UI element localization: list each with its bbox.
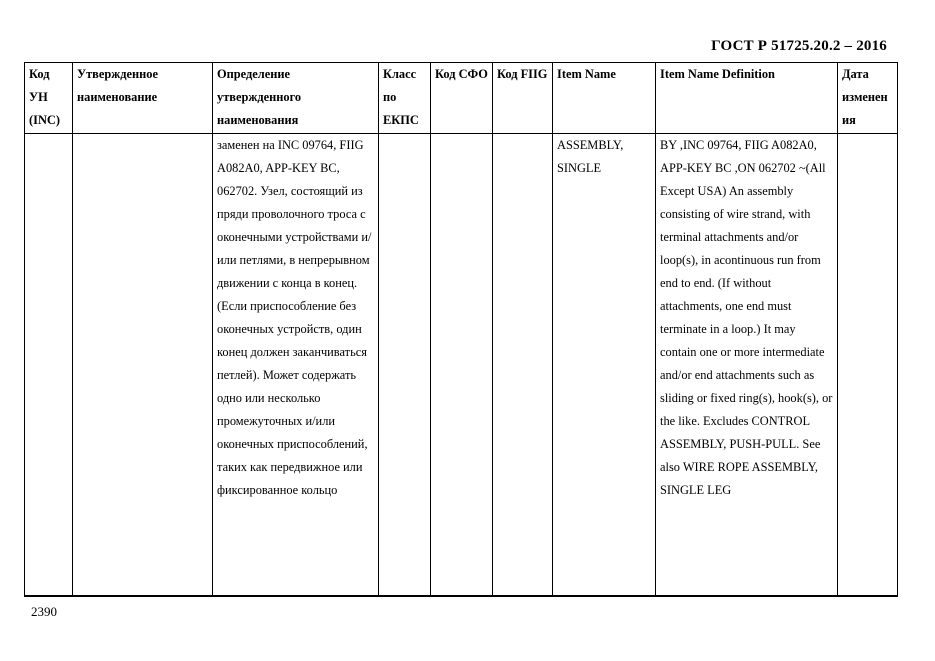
- column-header-fiig-code: Код FIIG: [493, 63, 553, 134]
- column-header-inc: Код УН (INC): [25, 63, 73, 134]
- cell-fiig-code: [493, 134, 553, 597]
- column-header-item-name-definition: Item Name Definition: [656, 63, 838, 134]
- cell-change-date: [838, 134, 898, 597]
- column-header-definition: Определение утвержденного наименования: [213, 63, 379, 134]
- cell-inc: [25, 134, 73, 597]
- column-header-ekps-class: Класс по ЕКПС: [379, 63, 431, 134]
- cell-item-name-definition: BY ,INC 09764, FIIG A082A0, APP-KEY BC ,ON 062702 ~(All Except USA) An assembly consisting of wire strand, with terminal attachments and/or loop(s), in acontinuous run from end to end. (If without attachments, one end must terminate in a loop.) It may contain one or more intermediate and/or end attachments such as sliding or fixed ring(s), hook(s), or the like. Excludes CONTROL ASSEMBLY, PUSH-PULL. See also WIRE ROPE ASSEMBLY, SINGLE LEG: [656, 134, 838, 597]
- column-header-approved-name: Утвержденное наименование: [73, 63, 213, 134]
- column-header-change-date: Дата изменен ия: [838, 63, 898, 134]
- table-row: [25, 134, 898, 597]
- document-standard-header: ГОСТ Р 51725.20.2 – 2016: [711, 38, 887, 54]
- cell-sfo-code: [431, 134, 493, 597]
- cell-ekps-class: [379, 134, 431, 597]
- column-header-sfo-code: Код СФО: [431, 63, 493, 134]
- cell-definition: заменен на INC 09764, FIIG A082A0, APP-KEY BC, 062702. Узел, состоящий из пряди проволочного троса с оконечными устройствами и/или петлями, в непрерывном движении с конца в конец. (Если приспособление без оконечных устройств, один конец должен заканчиваться петлей). Может содержать одно или несколько промежуточных и/или оконечных приспособлений, таких как передвижное или фиксированное кольцо: [213, 134, 379, 597]
- column-header-item-name: Item Name: [553, 63, 656, 134]
- page-number: 2390: [31, 604, 57, 619]
- cell-approved-name: [73, 134, 213, 597]
- cell-item-name: ASSEMBLY, SINGLE: [553, 134, 656, 597]
- table-header-row: [25, 63, 898, 134]
- catalog-table: [24, 62, 898, 597]
